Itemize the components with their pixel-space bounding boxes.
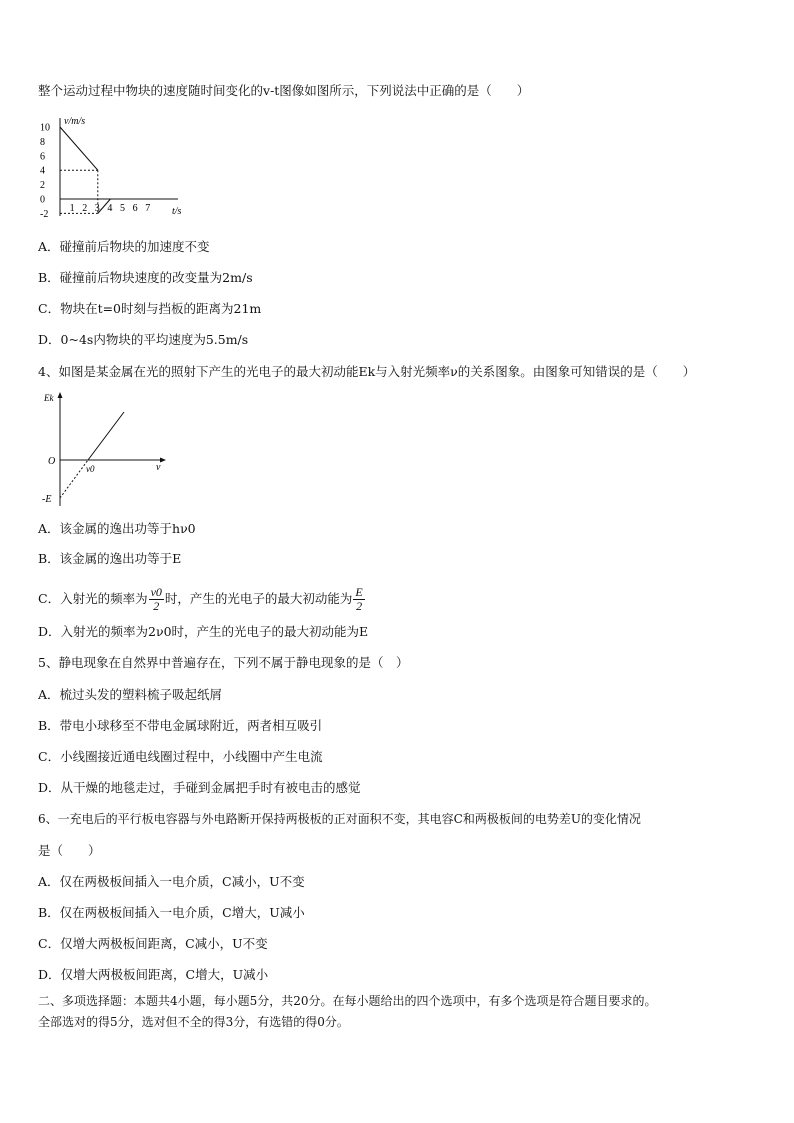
q3-option-b: B．碰撞前后物块速度的改变量为2m/s (38, 270, 253, 285)
q3-stem: 整个运动过程中物块的速度随时间变化的v-t图像如图所示，下列说法中正确的是（ ） (38, 83, 530, 98)
vt-xtick-label: 4 (107, 203, 113, 214)
ek-solid-line (88, 412, 124, 460)
vt-graph (38, 112, 208, 222)
ek-dashed-extension (60, 460, 88, 498)
ek-x-arrow (160, 458, 166, 463)
q4-option-c (38, 586, 366, 613)
ek-y-arrow (58, 392, 63, 398)
q5-option-c: C．小线圈接近通电线圈过程中，小线圈中产生电流 (38, 749, 323, 764)
q4-option-c-pre: C．入射光的频率为 (38, 591, 148, 606)
q5-option-b: B．带电小球移至不带电金属球附近，两者相互吸引 (38, 718, 323, 733)
q5-option-d: D．从干燥的地毯走过，手碰到金属把手时有被电击的感觉 (38, 780, 361, 795)
q3-option-c: C．物块在t=0时刻与挡板的距离为21m (38, 301, 262, 316)
ek-origin: O (48, 456, 56, 467)
q4-option-a: A．该金属的逸出功等于hν0 (38, 521, 196, 536)
vt-xtick-label: 6 (132, 203, 138, 214)
q4-option-d: D．入射光的频率为2ν0时，产生的光电子的最大初动能为E (38, 624, 369, 639)
q4-option-c-mid: 时，产生的光电子的最大初动能为 (164, 591, 353, 606)
vt-xtick-label: 7 (145, 203, 151, 214)
vt-xtick-label: 3 (94, 203, 100, 214)
vt-xtick-label: 2 (82, 203, 88, 214)
q6-option-a: A．仅在两极板间插入一电介质，C减小，U不变 (38, 874, 305, 889)
q6-option-d: D．仅增大两极板间距离，C增大，U减小 (38, 967, 269, 982)
vt-ytick-label: 0 (40, 194, 45, 206)
ek-y-intercept: -E (42, 494, 52, 505)
q3-option-a: A．碰撞前后物块的加速度不变 (38, 239, 210, 254)
vt-ytick-label: 10 (40, 122, 50, 134)
vt-xlabel: t/s (172, 206, 182, 217)
q4-stem: 4、如图是某金属在光的照射下产生的光电子的最大初动能Ek与入射光频率ν的关系图象。由图象可知错误的是（ ） (38, 364, 696, 379)
q3-option-d: D．0~4s内物块的平均速度为5.5m/s (38, 332, 249, 347)
q6-option-c: C．仅增大两极板间距离，C减小，U不变 (38, 936, 268, 951)
vt-ytick-label: 8 (40, 136, 45, 148)
section2-line1: 二、多项选择题：本题共4小题，每小题5分，共20分。在每小题给出的四个选项中，有多个选项是符合题目要求的。 (38, 994, 657, 1008)
q4-option-c-frac1: $\frac{\nu 0}{2}$ (150, 585, 162, 613)
q4-option-c-frac2: $\frac{E}{2}$ (355, 585, 363, 613)
vt-ytick-label: -2 (40, 208, 49, 220)
q6-stem-line1: 6、一充电后的平行板电容器与外电路断开保持两极板的正对面积不变，其电容C和两极板间的电势差U的变化情况 (38, 812, 641, 826)
q5-stem: 5、静电现象在自然界中普遍存在，下列不属于静电现象的是（ ） (38, 655, 409, 670)
ek-ylabel: Ek (44, 393, 54, 403)
vt-ytick-label: 2 (40, 180, 45, 192)
ek-x-intercept: ν0 (86, 464, 95, 474)
vt-ytick-label: 4 (40, 165, 45, 177)
vt-xtick-label: 5 (120, 203, 125, 214)
vt-xtick-label: 1 (69, 203, 75, 214)
q5-option-a: A．梳过头发的塑料梳子吸起纸屑 (38, 687, 223, 702)
vt-ytick-label: 6 (40, 151, 45, 163)
q6-option-b: B．仅在两极板间插入一电介质，C增大，U减小 (38, 905, 305, 920)
q6-stem-line2: 是（ ） (38, 843, 101, 858)
ek-xlabel: ν (156, 462, 161, 473)
q4-option-b: B．该金属的逸出功等于E (38, 551, 182, 566)
vt-series-line-1 (60, 127, 98, 170)
section2-line2: 全部选对的得5分，选对但不全的得3分，有选错的得0分。 (38, 1015, 349, 1029)
ek-graph (38, 388, 188, 508)
vt-ylabel: v/m/s (64, 116, 86, 127)
